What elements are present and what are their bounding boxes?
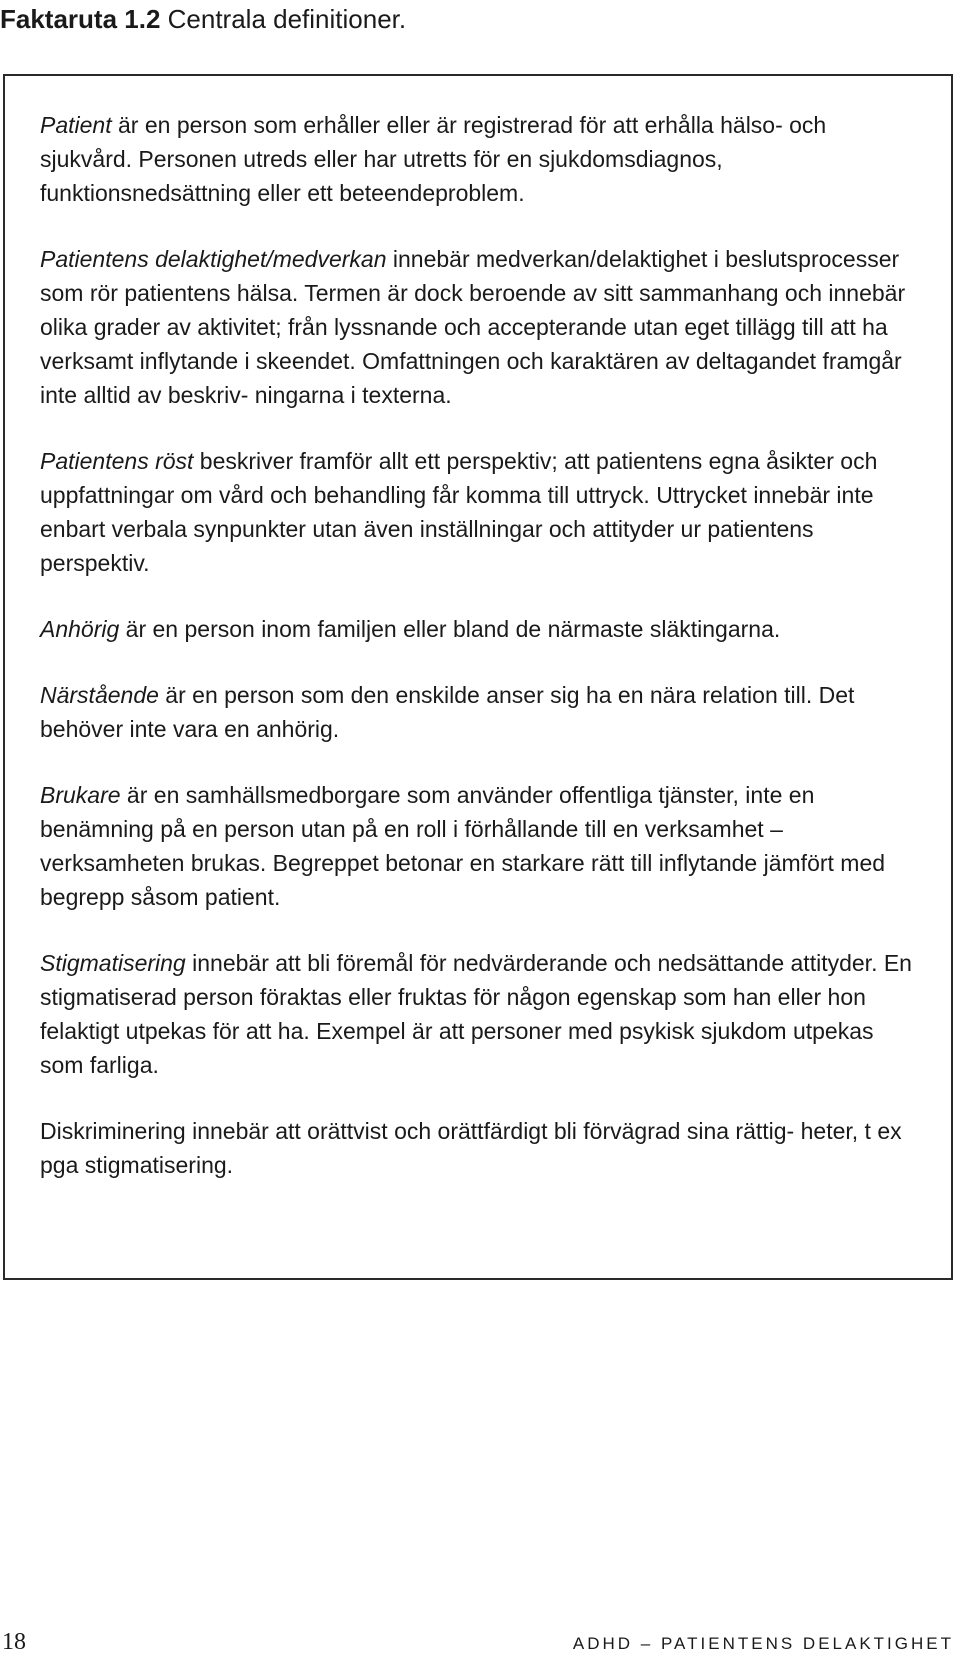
factbox-heading <box>0 2 406 36</box>
definition-term: Brukare <box>40 782 121 808</box>
definition-text: är en person som erhåller eller är registrerad för att erhålla hälso- och sjukvård. Personen utreds eller har utretts för en sjukdomsdiagnos, funktionsnedsättning eller ett beteendeproblem. <box>40 112 827 206</box>
definition-term: Anhörig <box>40 616 120 642</box>
definition-text: Diskriminering innebär att orättvist och orättfärdigt bli förvägrad sina rättig- heter, t ex pga stigmatisering. <box>40 1118 902 1178</box>
definition-term: Närstående <box>40 682 159 708</box>
definitions-list <box>40 108 920 1214</box>
definition-brukare <box>40 778 920 914</box>
running-title: ADHD – PATIENTENS DELAKTIGHET <box>572 1634 954 1653</box>
definition-patientens-rost <box>40 444 920 580</box>
factbox-label: Faktaruta 1.2 <box>0 4 161 34</box>
definition-delaktighet <box>40 242 920 412</box>
definition-patient <box>40 108 920 210</box>
definition-anhorig <box>40 612 920 646</box>
definition-text: innebär att bli föremål för nedvärderande och nedsättande attityder. En stigmatiserad person föraktas eller fruktas för någon egenskap som han eller hon felaktigt utpekas för att ha. Exempel är att personer med psykisk sjukdom utpekas som farliga. <box>40 950 912 1078</box>
definition-text: innebär medverkan/delaktighet i beslutsprocesser som rör patientens hälsa. Termen är dock beroende av sitt sammanhang och innebär olika grader av aktivitet; från lyssnande och accepterande utan eget tillägg till att ha verksamt inflytande i skeendet. Omfattningen och karaktären av deltagandet framgår inte alltid av beskriv- ningarna i texterna. <box>40 246 906 408</box>
definition-text: är en samhällsmedborgare som använder offentliga tjänster, inte en benämning på en person utan på en roll i förhållande till en verksamhet – verksamheten brukas. Begreppet betonar en starkare rätt till inflytande jämfört med begrepp såsom patient. <box>40 782 886 910</box>
definition-stigmatisering <box>40 946 920 1082</box>
definition-text: är en person som den enskilde anser sig ha en nära relation till. Det behöver inte vara en anhörig. <box>40 682 855 742</box>
factbox-title: Centrala definitioner. <box>167 4 407 34</box>
definition-term: Stigmatisering <box>40 950 186 976</box>
definition-diskriminering <box>40 1114 920 1182</box>
definition-narstaende <box>40 678 920 746</box>
definition-text: beskriver framför allt ett perspektiv; att patientens egna åsikter och uppfattningar om vård och behandling får komma till uttryck. Uttrycket innebär inte enbart verbala synpunkter utan även inställningar och attityder ur patientens perspektiv. <box>40 448 878 576</box>
definition-term: Patient <box>40 112 112 138</box>
definition-text: är en person inom familjen eller bland de närmaste släktingarna. <box>119 616 781 642</box>
definition-term: Patientens delaktighet/medverkan <box>40 246 387 272</box>
page-number: 18 <box>2 1629 26 1655</box>
definition-term: Patientens röst <box>40 448 194 474</box>
